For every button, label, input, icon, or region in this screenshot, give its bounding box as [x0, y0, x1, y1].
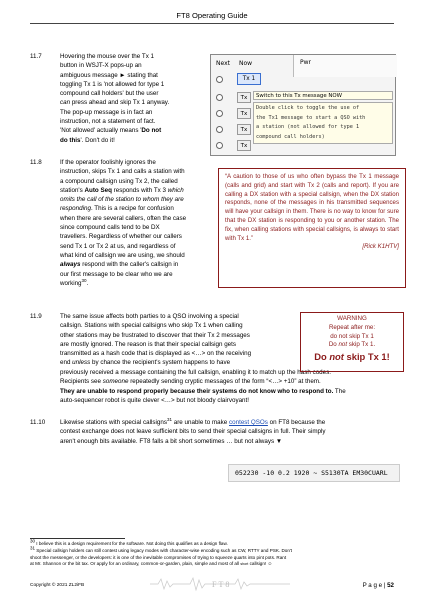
- text: end: [60, 359, 73, 367]
- text: Recipients see: [60, 378, 103, 386]
- emphasis: not: [338, 341, 348, 349]
- text-line: Hovering the mouse over the Tx 1: [60, 53, 155, 60]
- footnote-ref[interactable]: 30: [81, 277, 87, 283]
- tooltip-line: a station (not allowed for type 1: [256, 124, 360, 131]
- text: Likewise stations with special callsigns: [60, 419, 167, 426]
- decode-line: 052230 -10 0.2 1920 ~ S5130TA EM30CUARL: [228, 464, 400, 482]
- text: working: [60, 279, 82, 287]
- quote-text: “A caution to those of us who often bypass the Tx 1 message (calls and grid) and start with Tx 2 (calls and report). If you are calling a DX station with a special callsign, when the DX station responds, none of the messages in his transmitted sequences will have your callsign in them. There is no way to know for sure that the DX station is responding to you or another station. The fix, when calling stations with special callsigns, is always to start with Tx 1.”: [225, 173, 399, 242]
- next-label: Next: [216, 60, 230, 67]
- tx1-button[interactable]: Tx 1: [237, 73, 261, 85]
- wsjtx-screenshot: [210, 54, 396, 156]
- text-line: button in WSJT-X pops-up an: [60, 62, 142, 70]
- text-line: [60, 186, 211, 195]
- emphasis: not: [329, 351, 344, 363]
- section-11-7: [60, 52, 206, 145]
- text-line: aren't enough bits available. FT8 falls a bit short sometimes … but not always ▼: [60, 437, 283, 445]
- text-line: [60, 377, 404, 386]
- text-line: [60, 98, 206, 107]
- text: repeatedly sending cryptic messages of the form “<…> +10” at them.: [128, 378, 321, 386]
- copyright: Copyright © 2021 ZL2iFB: [30, 583, 85, 588]
- text-line: [60, 387, 404, 396]
- emphasis: Do not: [141, 127, 162, 135]
- text: 'Not allowed' actually means ': [60, 127, 142, 135]
- text: by chance the recipient's system happens to have: [90, 359, 231, 367]
- text-line: [60, 204, 211, 213]
- text: .: [86, 279, 89, 287]
- tx-button[interactable]: Tx: [237, 140, 251, 151]
- emphasis: always: [60, 261, 81, 269]
- text-line: a compound callsign using Tx 2, the called: [60, 177, 178, 185]
- warning-box: [300, 312, 404, 372]
- section-number: 11.8: [30, 159, 42, 166]
- text: skip Tx 1!: [343, 351, 390, 363]
- emphasis: someone: [102, 378, 129, 386]
- tooltip-line: compound call holders): [256, 133, 325, 140]
- emphasis: do this: [60, 136, 81, 144]
- text-line: instruction, skips Tx 1 and calls a station with: [60, 168, 185, 176]
- section-11-9-cont: [60, 368, 404, 405]
- text-line: since compound calls tend to be DX: [60, 224, 160, 232]
- next-radio[interactable]: [216, 142, 223, 149]
- emphasis: omits the call of the station to whom they are: [60, 196, 184, 204]
- text-line: instruction, not a statement of fact.: [60, 118, 156, 126]
- tooltip-title: Switch to this Tx message NOW: [253, 91, 393, 100]
- contest-qsos-link[interactable]: contest QSOs: [229, 419, 268, 426]
- text-line: ambiguous message ► stating that: [60, 71, 158, 79]
- section-number: 11.9: [30, 313, 42, 320]
- text: Do: [314, 351, 330, 363]
- text-line: other stations may be frustrated to discover that their Tx 2 messages: [60, 331, 250, 339]
- page-number: [363, 582, 394, 589]
- footnote-rule: [30, 538, 125, 539]
- text: skip Tx 1.: [347, 341, 376, 349]
- warning-line: [301, 350, 403, 363]
- page-num: 52: [387, 582, 394, 589]
- footnote-text: callsign! ☺: [248, 561, 273, 567]
- footnote-number: 30: [30, 538, 36, 544]
- footnote-text: at Mr. Shannon or the bit tax. Or apply for an ordinary, common-or-garden, plain, simple and most of all: [30, 561, 241, 567]
- text-line: when there are several callers, often the case: [60, 214, 187, 222]
- text-line: travellers. Regardless of whether our callers: [60, 233, 182, 241]
- page-footer: [30, 580, 394, 592]
- text: Do: [328, 341, 339, 349]
- text-line: callsign. Stations with special callsigns who skip Tx 1 when calling: [60, 322, 243, 330]
- page-header: [30, 10, 394, 24]
- text-line: [60, 418, 404, 427]
- text-line: contest exchange does not leave sufficient bits to send their special callsigns in full. Their simply: [60, 428, 326, 436]
- text-line: previously received a message containing the full callsign, enabling it to match up the hash codes.: [60, 369, 331, 376]
- text-line: [60, 279, 211, 288]
- next-radio[interactable]: [216, 126, 223, 133]
- text-line: The pop-up message is in fact an: [60, 108, 153, 116]
- tooltip-body: [253, 102, 393, 144]
- footnote-small-text: short: [240, 562, 249, 567]
- text-line: [60, 126, 206, 135]
- text: station's: [60, 186, 85, 194]
- section-11-8: [60, 158, 211, 288]
- footnote-line: [30, 561, 402, 568]
- footnote-number: 31: [30, 545, 36, 551]
- text-line: send Tx 1 or Tx 2 at us, and regardless of: [60, 242, 176, 250]
- text-line: auto-sequencer robot is quite clever <…> but not bloody clairvoyant!: [60, 396, 249, 404]
- now-label: Now: [239, 60, 253, 67]
- section-number: 11.10: [30, 419, 46, 426]
- text: are unable to make: [172, 419, 229, 426]
- tx-button[interactable]: Tx: [237, 92, 251, 103]
- pwr-label: Pwr: [300, 59, 311, 66]
- tx-button[interactable]: Tx: [237, 108, 251, 119]
- next-radio[interactable]: [216, 110, 223, 117]
- text: The: [333, 387, 346, 395]
- tx-button[interactable]: Tx: [237, 124, 251, 135]
- text: '. Don't do it!: [80, 136, 115, 144]
- text: press ahead and skip Tx 1 anyway.: [70, 99, 170, 107]
- text-line: our first message to be clear who we are: [60, 270, 173, 278]
- emphasis: unless: [72, 359, 91, 367]
- text-line: The same issue affects both parties to a QSO involving a special: [60, 313, 239, 320]
- tooltip-line: Double click to toggle the use of: [256, 105, 360, 111]
- pwr-panel: [293, 55, 397, 77]
- text-line: [60, 195, 211, 204]
- footnote-31: [30, 545, 402, 568]
- svg-text:FT8: FT8: [212, 580, 232, 589]
- warning-line: Repeat after me:: [328, 323, 376, 331]
- text: on FT8 because the: [267, 419, 326, 426]
- quote-attribution: [Rick K1HTV]: [362, 243, 399, 251]
- text: responds with Tx 3: [111, 186, 168, 194]
- emphasis: which: [167, 186, 184, 194]
- text: respond with the caller's callsign in: [80, 261, 179, 269]
- footnote-line: shoot the messenger, or the developers: it is one of the inevitable compromises of trying to squeeze quarts into pint pots. Rant: [30, 554, 287, 560]
- emphasis: Auto Seq: [84, 186, 112, 194]
- footnote-line: [30, 545, 402, 555]
- text-line: [60, 136, 206, 145]
- section-number: 11.7: [30, 53, 42, 60]
- footnote-ref[interactable]: 31: [167, 416, 173, 422]
- section-11-10: [60, 418, 404, 446]
- text-line: If the operator foolishly ignores the: [60, 159, 156, 166]
- tooltip-line: the Tx1 message to start a QSO with: [256, 114, 366, 121]
- text-line: transmitted as a hash code that is displayed as <…> on the receiving: [60, 350, 252, 358]
- text-line: toggling Tx 1 is 'not allowed for type 1: [60, 80, 165, 88]
- warning-line: [301, 341, 403, 350]
- footnote-text: I believe this is a design requirement for the software. Not doing this qualifies as a design flaw.: [35, 541, 228, 546]
- text: . This is a recipe for confusion: [90, 205, 174, 213]
- emphasis: responding: [60, 205, 91, 213]
- footnote-text: Special callsign holders can still contest using legacy modes with character-wise encoding such as CW, RTTY and PSK. Don't: [35, 548, 293, 553]
- emphasis: can: [60, 99, 71, 107]
- waveform-logo: [150, 576, 290, 592]
- quote-box: [218, 168, 406, 288]
- emphasis: They are unable to respond properly because their systems do not know who to respond to.: [60, 387, 334, 395]
- page-label: P a g e |: [362, 582, 388, 589]
- text-line: [60, 260, 211, 269]
- warning-title: WARNING: [337, 315, 367, 322]
- next-radio[interactable]: [216, 76, 223, 83]
- text-line: what kind of callsign we are using, we should: [60, 251, 185, 259]
- text-line: are mostly ignored. The reason is that their special callsign gets: [60, 340, 237, 348]
- section-11-9: [60, 312, 296, 368]
- next-radio[interactable]: [216, 94, 223, 101]
- text-line: compound call holders' but the user: [60, 90, 159, 98]
- header-title: FT8 Operating Guide: [176, 11, 248, 20]
- text-line: [60, 358, 296, 367]
- warning-line: do not skip Tx 1: [330, 332, 374, 340]
